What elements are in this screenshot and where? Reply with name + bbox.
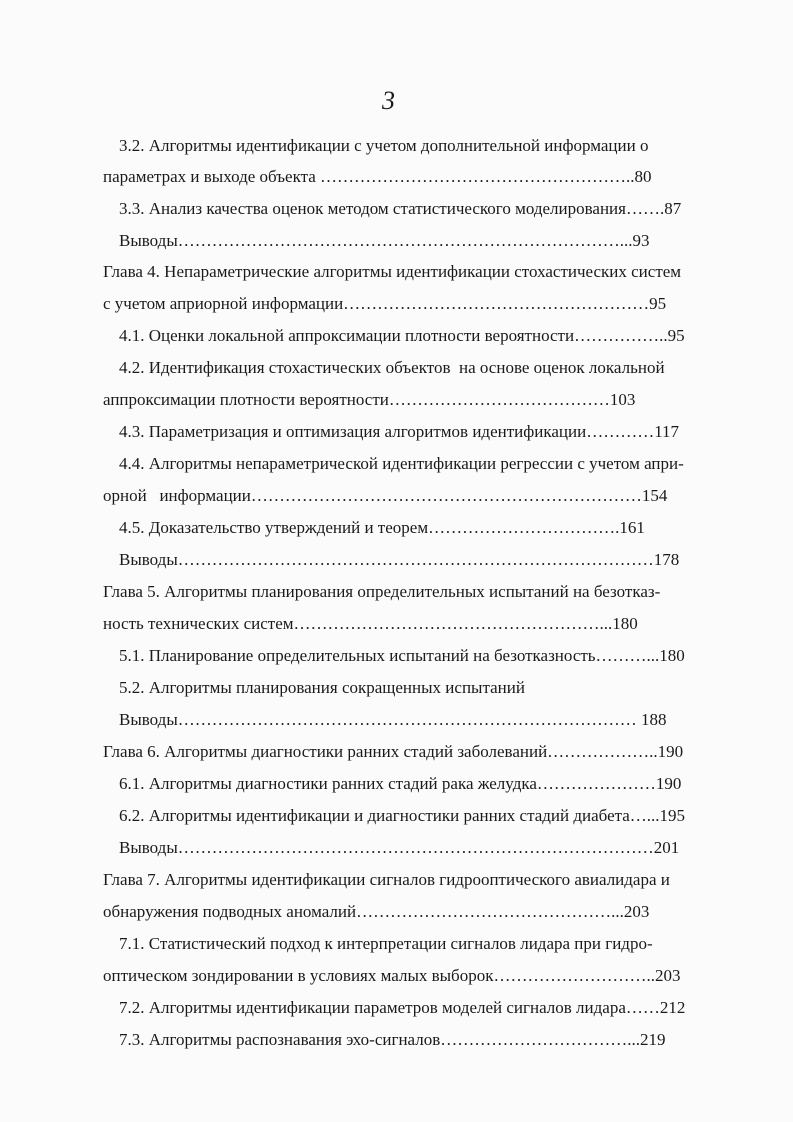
toc-line: 5.2. Алгоритмы планирования сокращенных испытаний [119,678,525,697]
toc-line: параметрах и выходе объекта ………………………………………………..80 [103,167,652,186]
toc-line: Глава 7. Алгоритмы идентификации сигналов гидрооптического авиалидара и [103,870,670,889]
toc-line: Выводы…………………………………………………………………………201 [119,838,680,857]
toc-line: Глава 5. Алгоритмы планирования определительных испытаний на безотказ- [103,582,661,601]
toc-line: Глава 6. Алгоритмы диагностики ранних стадий заболеваний………………..190 [103,742,684,761]
toc-line: Выводы……………………………………………………………………...93 [119,231,650,250]
toc-line: обнаружения подводных аномалий………………………………………...203 [103,902,650,921]
toc-line: 3.3. Анализ качества оценок методом статистического моделирования…….87 [119,199,682,218]
toc-line: 7.3. Алгоритмы распознавания эхо-сигналов……………………………...219 [119,1030,666,1049]
toc-line: 6.1. Алгоритмы диагностики ранних стадий рака желудка…………………190 [119,774,682,793]
toc-line: 3.2. Алгоритмы идентификации с учетом дополнительной информации о [119,136,649,155]
toc-line: Выводы…………………………………………………………………………178 [119,550,680,569]
toc-line: Глава 4. Непараметрические алгоритмы идентификации стохастических систем [103,262,682,281]
toc-line: 4.4. Алгоритмы непараметрической идентификации регрессии с учетом апри- [119,454,684,473]
toc-line: оптическом зондировании в условиях малых выборок………………………..203 [103,966,681,985]
toc-line: 4.3. Параметризация и оптимизация алгоритмов идентификации…………117 [119,422,680,441]
toc-line: 6.2. Алгоритмы идентификации и диагностики ранних стадий диабета…...195 [119,806,686,825]
toc-line: 4.1. Оценки локальной аппроксимации плотности вероятности……………..95 [119,326,685,345]
toc-line: с учетом априорной информации………………………………………………95 [103,294,667,313]
toc-line: 7.2. Алгоритмы идентификации параметров моделей сигналов лидара……212 [119,998,686,1017]
toc-line: Выводы……………………………………………………………………… 188 [119,710,667,729]
toc-line: 4.5. Доказательство утверждений и теорем…………………………….161 [119,518,645,537]
toc-line: аппроксимации плотности вероятности…………………………………103 [103,390,636,409]
page-number: 3 [382,86,395,115]
toc-line: ность технических систем………………………………………………...180 [103,614,638,633]
toc-line: 5.1. Планирование определительных испытаний на безотказность………...180 [119,646,685,665]
toc-line: 7.1. Статистический подход к интерпретации сигналов лидара при гидро- [119,934,653,953]
toc-line: орной информации……………………………………………………………154 [103,486,668,505]
toc-line: 4.2. Идентификация стохастических объектов на основе оценок локальной [119,358,665,377]
